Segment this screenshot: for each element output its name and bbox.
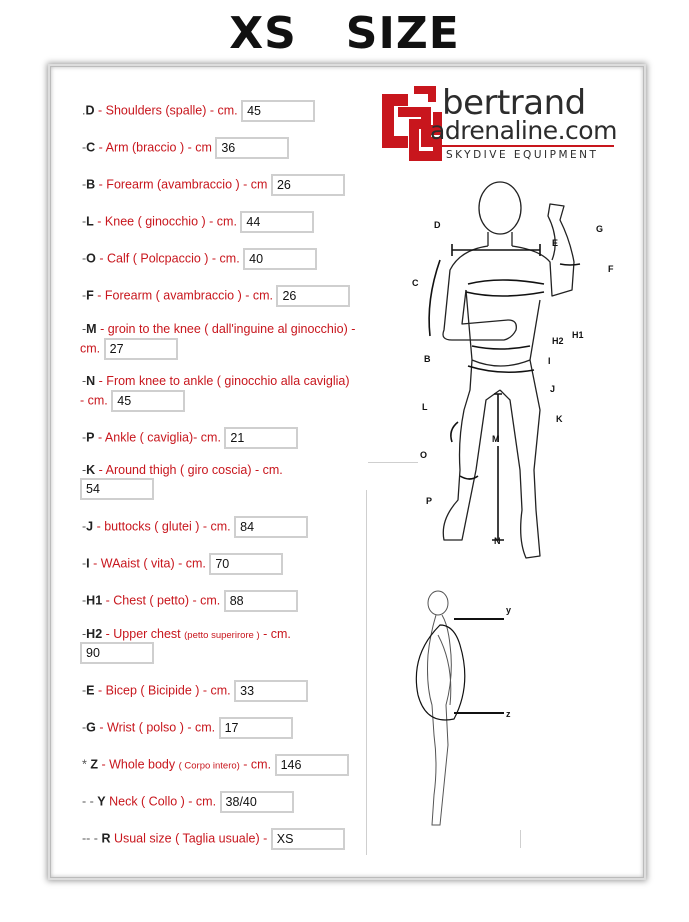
front-label-j: J [550, 384, 556, 394]
knee-ankle-field[interactable]: 45 [111, 390, 185, 412]
groin-knee-field[interactable]: 27 [104, 338, 178, 360]
logo-tagline: SKYDIVE EQUIPMENT [446, 149, 599, 161]
knee-field[interactable]: 44 [240, 211, 314, 233]
thigh-field[interactable]: 54 [80, 478, 154, 500]
measurement-row-k: -K - Around thigh ( giro coscia) - cm. [82, 463, 283, 477]
front-label-f: F [608, 264, 614, 274]
logo-name-bottom: adrenaline.com [430, 116, 617, 145]
calf-field[interactable]: 40 [243, 248, 317, 270]
front-label-c: C [412, 278, 419, 288]
wrist-field[interactable]: 17 [219, 717, 293, 739]
shoulders-field[interactable]: 45 [241, 100, 315, 122]
measurement-row-p: -P - Ankle ( caviglia)- cm. 21 [82, 427, 298, 449]
upper-chest-field[interactable]: 90 [80, 642, 154, 664]
measurement-row-r: -- - R Usual size ( Taglia usuale) - XS [82, 828, 345, 850]
measurement-row-y: - - Y Neck ( Collo ) - cm. 38/40 [82, 791, 294, 813]
front-label-h1: H1 [572, 330, 584, 340]
front-label-p: P [426, 496, 433, 506]
measurement-row-n: -N - From knee to ankle ( ginocchio alla caviglia) [82, 374, 350, 388]
whole-body-field[interactable]: 146 [275, 754, 349, 776]
usual-size-field[interactable]: XS [271, 828, 345, 850]
measurement-row-n-cont: - cm. 45 [80, 390, 185, 412]
forearm-f-field[interactable]: 26 [276, 285, 350, 307]
measurement-row-i: -I - WAaist ( vita) - cm. 70 [82, 553, 283, 575]
side-body-diagram [410, 585, 530, 835]
measurement-row-o: -O - Calf ( Polcpaccio ) - cm. 40 [82, 248, 317, 270]
front-label-d: D [434, 220, 441, 230]
measurement-row-m-cont: cm. 27 [80, 338, 178, 360]
side-label-z: z [506, 709, 511, 719]
measurement-row-j: -J - buttocks ( glutei ) - cm. 84 [82, 516, 308, 538]
page-title: XS SIZE [229, 8, 460, 59]
logo-name-top: bertrand [442, 83, 586, 123]
front-label-i: I [548, 356, 551, 366]
measurement-row-h2: -H2 - Upper chest (petto superirore ) - cm. [82, 627, 291, 641]
forearm-b-field[interactable]: 26 [271, 174, 345, 196]
measurement-row-z: * Z - Whole body ( Corpo intero) - cm. 146 [82, 754, 349, 776]
measurement-row-m: -M - groin to the knee ( dall'inguine al ginocchio) - [82, 322, 356, 336]
measurement-row-h1: -H1 - Chest ( petto) - cm. 88 [82, 590, 298, 612]
brand-logo [378, 83, 618, 162]
neck-field[interactable]: 38/40 [220, 791, 294, 813]
measurement-row-g: -G - Wrist ( polso ) - cm. 17 [82, 717, 293, 739]
ankle-field[interactable]: 21 [224, 427, 298, 449]
bicep-field[interactable]: 33 [234, 680, 308, 702]
side-label-y: y [506, 605, 512, 615]
front-label-n: N [494, 536, 501, 546]
front-label-m: M [492, 434, 500, 444]
front-label-h2: H2 [552, 336, 564, 346]
measurement-row-e: -E - Bicep ( Bicipide ) - cm. 33 [82, 680, 308, 702]
front-label-k: K [556, 414, 563, 424]
front-label-o: O [420, 450, 428, 460]
front-label-g: G [596, 224, 604, 234]
measurement-row-l: -L - Knee ( ginocchio ) - cm. 44 [82, 211, 314, 233]
waist-field[interactable]: 70 [209, 553, 283, 575]
logo-rule [442, 145, 614, 147]
measurement-row-f: -F - Forearm ( avambraccio ) - cm. 26 [82, 285, 350, 307]
buttocks-field[interactable]: 84 [234, 516, 308, 538]
front-label-b: B [424, 354, 431, 364]
divider [366, 490, 367, 855]
front-label-e: E [552, 238, 559, 248]
measurement-row-c: -C - Arm (braccio ) - cm 36 [82, 137, 289, 159]
measurement-row-d: .D - Shoulders (spalle) - cm. 45 [82, 100, 315, 122]
arm-field[interactable]: 36 [215, 137, 289, 159]
chest-field[interactable]: 88 [224, 590, 298, 612]
front-label-l: L [422, 402, 428, 412]
measurement-row-b: -B - Forearm (avambraccio ) - cm 26 [82, 174, 345, 196]
front-body-diagram [400, 180, 620, 575]
